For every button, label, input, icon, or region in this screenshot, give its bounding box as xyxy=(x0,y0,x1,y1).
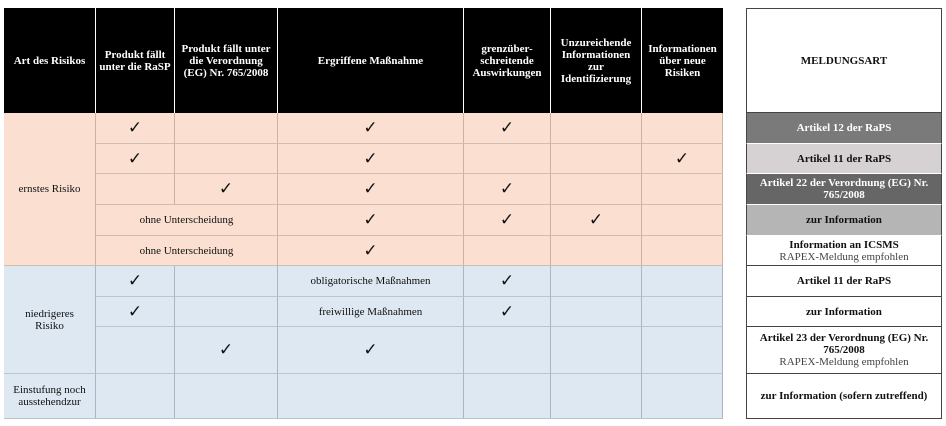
empty-cell xyxy=(642,236,723,266)
check-mark: ✓ xyxy=(96,144,175,174)
notification-for-information-lower: zur Information xyxy=(746,297,942,327)
notification-article-23-regulation: Artikel 23 der Verordnung (EG) Nr. 765/2008 RAPEX-Meldung empfohlen xyxy=(746,327,942,374)
header-insufficient-info: Unzureichende Informationen zur Identifizierung xyxy=(551,8,642,113)
check-mark: ✓ xyxy=(96,266,175,297)
group-serious-risk: ernstes Risiko xyxy=(4,113,96,266)
empty-cell xyxy=(175,113,278,144)
measure-mandatory: obligatorische Maßnahmen xyxy=(278,266,464,297)
empty-cell xyxy=(175,297,278,327)
check-mark: ✓ xyxy=(551,205,642,236)
empty-cell xyxy=(96,327,175,374)
check-mark: ✓ xyxy=(642,144,723,174)
empty-cell xyxy=(551,327,642,374)
empty-cell xyxy=(642,205,723,236)
empty-cell xyxy=(551,236,642,266)
empty-cell xyxy=(175,144,278,174)
check-mark: ✓ xyxy=(96,113,175,144)
notification-icsms: Information an ICSMS RAPEX-Meldung empfohlen xyxy=(746,236,942,266)
group-pending-classification: Einstufung noch ausstehendzur xyxy=(4,374,96,419)
check-mark: ✓ xyxy=(464,205,551,236)
merged-no-distinction: ohne Unterscheidung xyxy=(96,236,278,266)
empty-cell xyxy=(96,174,175,205)
check-mark: ✓ xyxy=(96,297,175,327)
empty-cell xyxy=(551,113,642,144)
check-mark: ✓ xyxy=(175,174,278,205)
empty-cell xyxy=(464,327,551,374)
check-mark: ✓ xyxy=(464,297,551,327)
notification-article-11-rasp: Artikel 11 der RaPS xyxy=(746,144,942,174)
empty-cell xyxy=(551,266,642,297)
check-mark: ✓ xyxy=(464,266,551,297)
empty-cell xyxy=(464,374,551,419)
header-measure: Ergriffene Maßnahme xyxy=(278,8,464,113)
empty-cell xyxy=(642,297,723,327)
check-mark: ✓ xyxy=(464,113,551,144)
empty-cell xyxy=(551,144,642,174)
notification-article-11-rasp-lower: Artikel 11 der RaPS xyxy=(746,266,942,297)
header-new-risks: Informationen über neue Risiken xyxy=(642,8,723,113)
empty-cell xyxy=(642,113,723,144)
empty-cell xyxy=(551,374,642,419)
header-regulation: Produkt fällt unter die Verordnung (EG) Nr. 765/2008 xyxy=(175,8,278,113)
check-mark: ✓ xyxy=(278,144,464,174)
notification-rapex-recommended: RAPEX-Meldung empfohlen xyxy=(779,356,909,368)
group-lower-risk: niedrigeres Risiko xyxy=(4,266,96,374)
notification-for-information-if-applicable: zur Information (sofern zutreffend) xyxy=(746,374,942,419)
empty-cell xyxy=(642,374,723,419)
check-mark: ✓ xyxy=(278,327,464,374)
measure-voluntary: freiwillige Maßnahmen xyxy=(278,297,464,327)
empty-cell xyxy=(464,236,551,266)
empty-cell xyxy=(175,266,278,297)
empty-cell xyxy=(278,374,464,419)
notification-type-header: MELDUNGSART xyxy=(746,8,942,113)
check-mark: ✓ xyxy=(278,113,464,144)
notification-for-information: zur Information xyxy=(746,205,942,236)
merged-no-distinction: ohne Unterscheidung xyxy=(96,205,278,236)
empty-cell xyxy=(175,374,278,419)
empty-cell xyxy=(642,174,723,205)
empty-cell xyxy=(551,297,642,327)
notification-article-12-rasp: Artikel 12 der RaPS xyxy=(746,113,942,144)
check-mark: ✓ xyxy=(175,327,278,374)
header-cross-border: grenzüber-schreitende Auswirkungen xyxy=(464,8,551,113)
empty-cell xyxy=(96,374,175,419)
check-mark: ✓ xyxy=(278,174,464,205)
check-mark: ✓ xyxy=(278,205,464,236)
notification-article-22-regulation: Artikel 22 der Verordnung (EG) Nr. 765/2008 xyxy=(746,174,942,205)
check-mark: ✓ xyxy=(464,174,551,205)
header-rasp: Produkt fällt unter die RaSP xyxy=(96,8,175,113)
header-risk-type: Art des Risikos xyxy=(4,8,96,113)
notification-rapex-recommended: RAPEX-Meldung empfohlen xyxy=(779,250,909,263)
check-mark: ✓ xyxy=(278,236,464,266)
empty-cell xyxy=(642,266,723,297)
empty-cell xyxy=(464,144,551,174)
empty-cell xyxy=(551,174,642,205)
empty-cell xyxy=(642,327,723,374)
